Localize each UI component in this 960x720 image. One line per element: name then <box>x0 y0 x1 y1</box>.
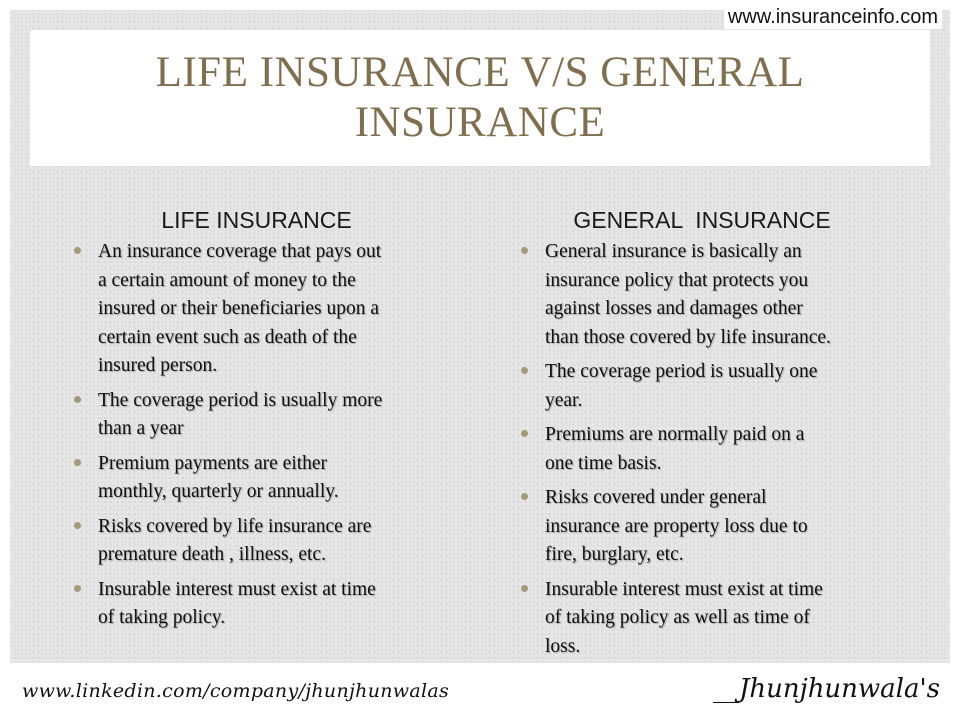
slide-title: LIFE INSURANCE V/S GENERAL INSURANCE <box>155 49 805 146</box>
list-item <box>70 238 468 381</box>
list-item-text: The coverage period is usually more than a year <box>98 389 383 439</box>
general-insurance-heading: GENERAL INSURANCE <box>573 207 831 233</box>
life-insurance-column <box>70 207 468 639</box>
bullet-icon <box>521 247 528 254</box>
life-insurance-list <box>70 238 468 633</box>
bullet-icon <box>74 585 81 592</box>
bullet-icon <box>74 459 81 466</box>
list-item <box>517 421 907 478</box>
list-item-text: General insurance is basically an insurance policy that protects you against losses and damages other than those covered by life insurance. <box>545 241 831 348</box>
footer <box>0 672 960 720</box>
list-item-text: Insurable interest must exist at time of taking policy as well as time of loss. <box>545 578 823 657</box>
list-item-text: Premium payments are either monthly, quarterly or annually. <box>98 452 339 502</box>
title-box <box>30 30 930 166</box>
list-item <box>517 238 907 352</box>
list-item <box>70 387 468 444</box>
bullet-icon <box>521 493 528 500</box>
bullet-icon <box>74 247 81 254</box>
bullet-icon <box>74 396 81 403</box>
list-item-text: Risks covered by life insurance are premature death , illness, etc. <box>98 515 372 565</box>
list-item-text: Risks covered under general insurance are property loss due to fire, burglary, etc. <box>545 487 808 565</box>
general-insurance-column <box>517 207 907 667</box>
list-item <box>70 513 468 570</box>
bullet-icon <box>521 367 528 374</box>
list-item-text: The coverage period is usually one year. <box>545 361 818 411</box>
bullet-icon <box>74 522 81 529</box>
list-item <box>517 484 907 570</box>
list-item <box>70 576 468 633</box>
slide-background <box>10 10 950 663</box>
footer-brand-signature: __Jhunjhunwala's <box>712 674 940 704</box>
list-item <box>517 358 907 415</box>
watermark-website: www.insuranceinfo.com <box>724 6 942 29</box>
life-insurance-heading: LIFE INSURANCE <box>161 207 352 233</box>
general-insurance-list <box>517 238 907 661</box>
list-item-text: Premiums are normally paid on a one time basis. <box>545 424 805 474</box>
bullet-icon <box>521 585 528 592</box>
list-item <box>70 450 468 507</box>
list-item-text: An insurance coverage that pays out a certain amount of money to the insured or their beneficiaries upon a certain event such as death of the insured person. <box>98 241 382 376</box>
footer-linkedin-link[interactable]: www.linkedin.com/company/jhunjhunwalas <box>22 680 450 702</box>
list-item <box>517 576 907 662</box>
bullet-icon <box>521 430 528 437</box>
list-item-text: Insurable interest must exist at time of taking policy. <box>98 578 376 628</box>
